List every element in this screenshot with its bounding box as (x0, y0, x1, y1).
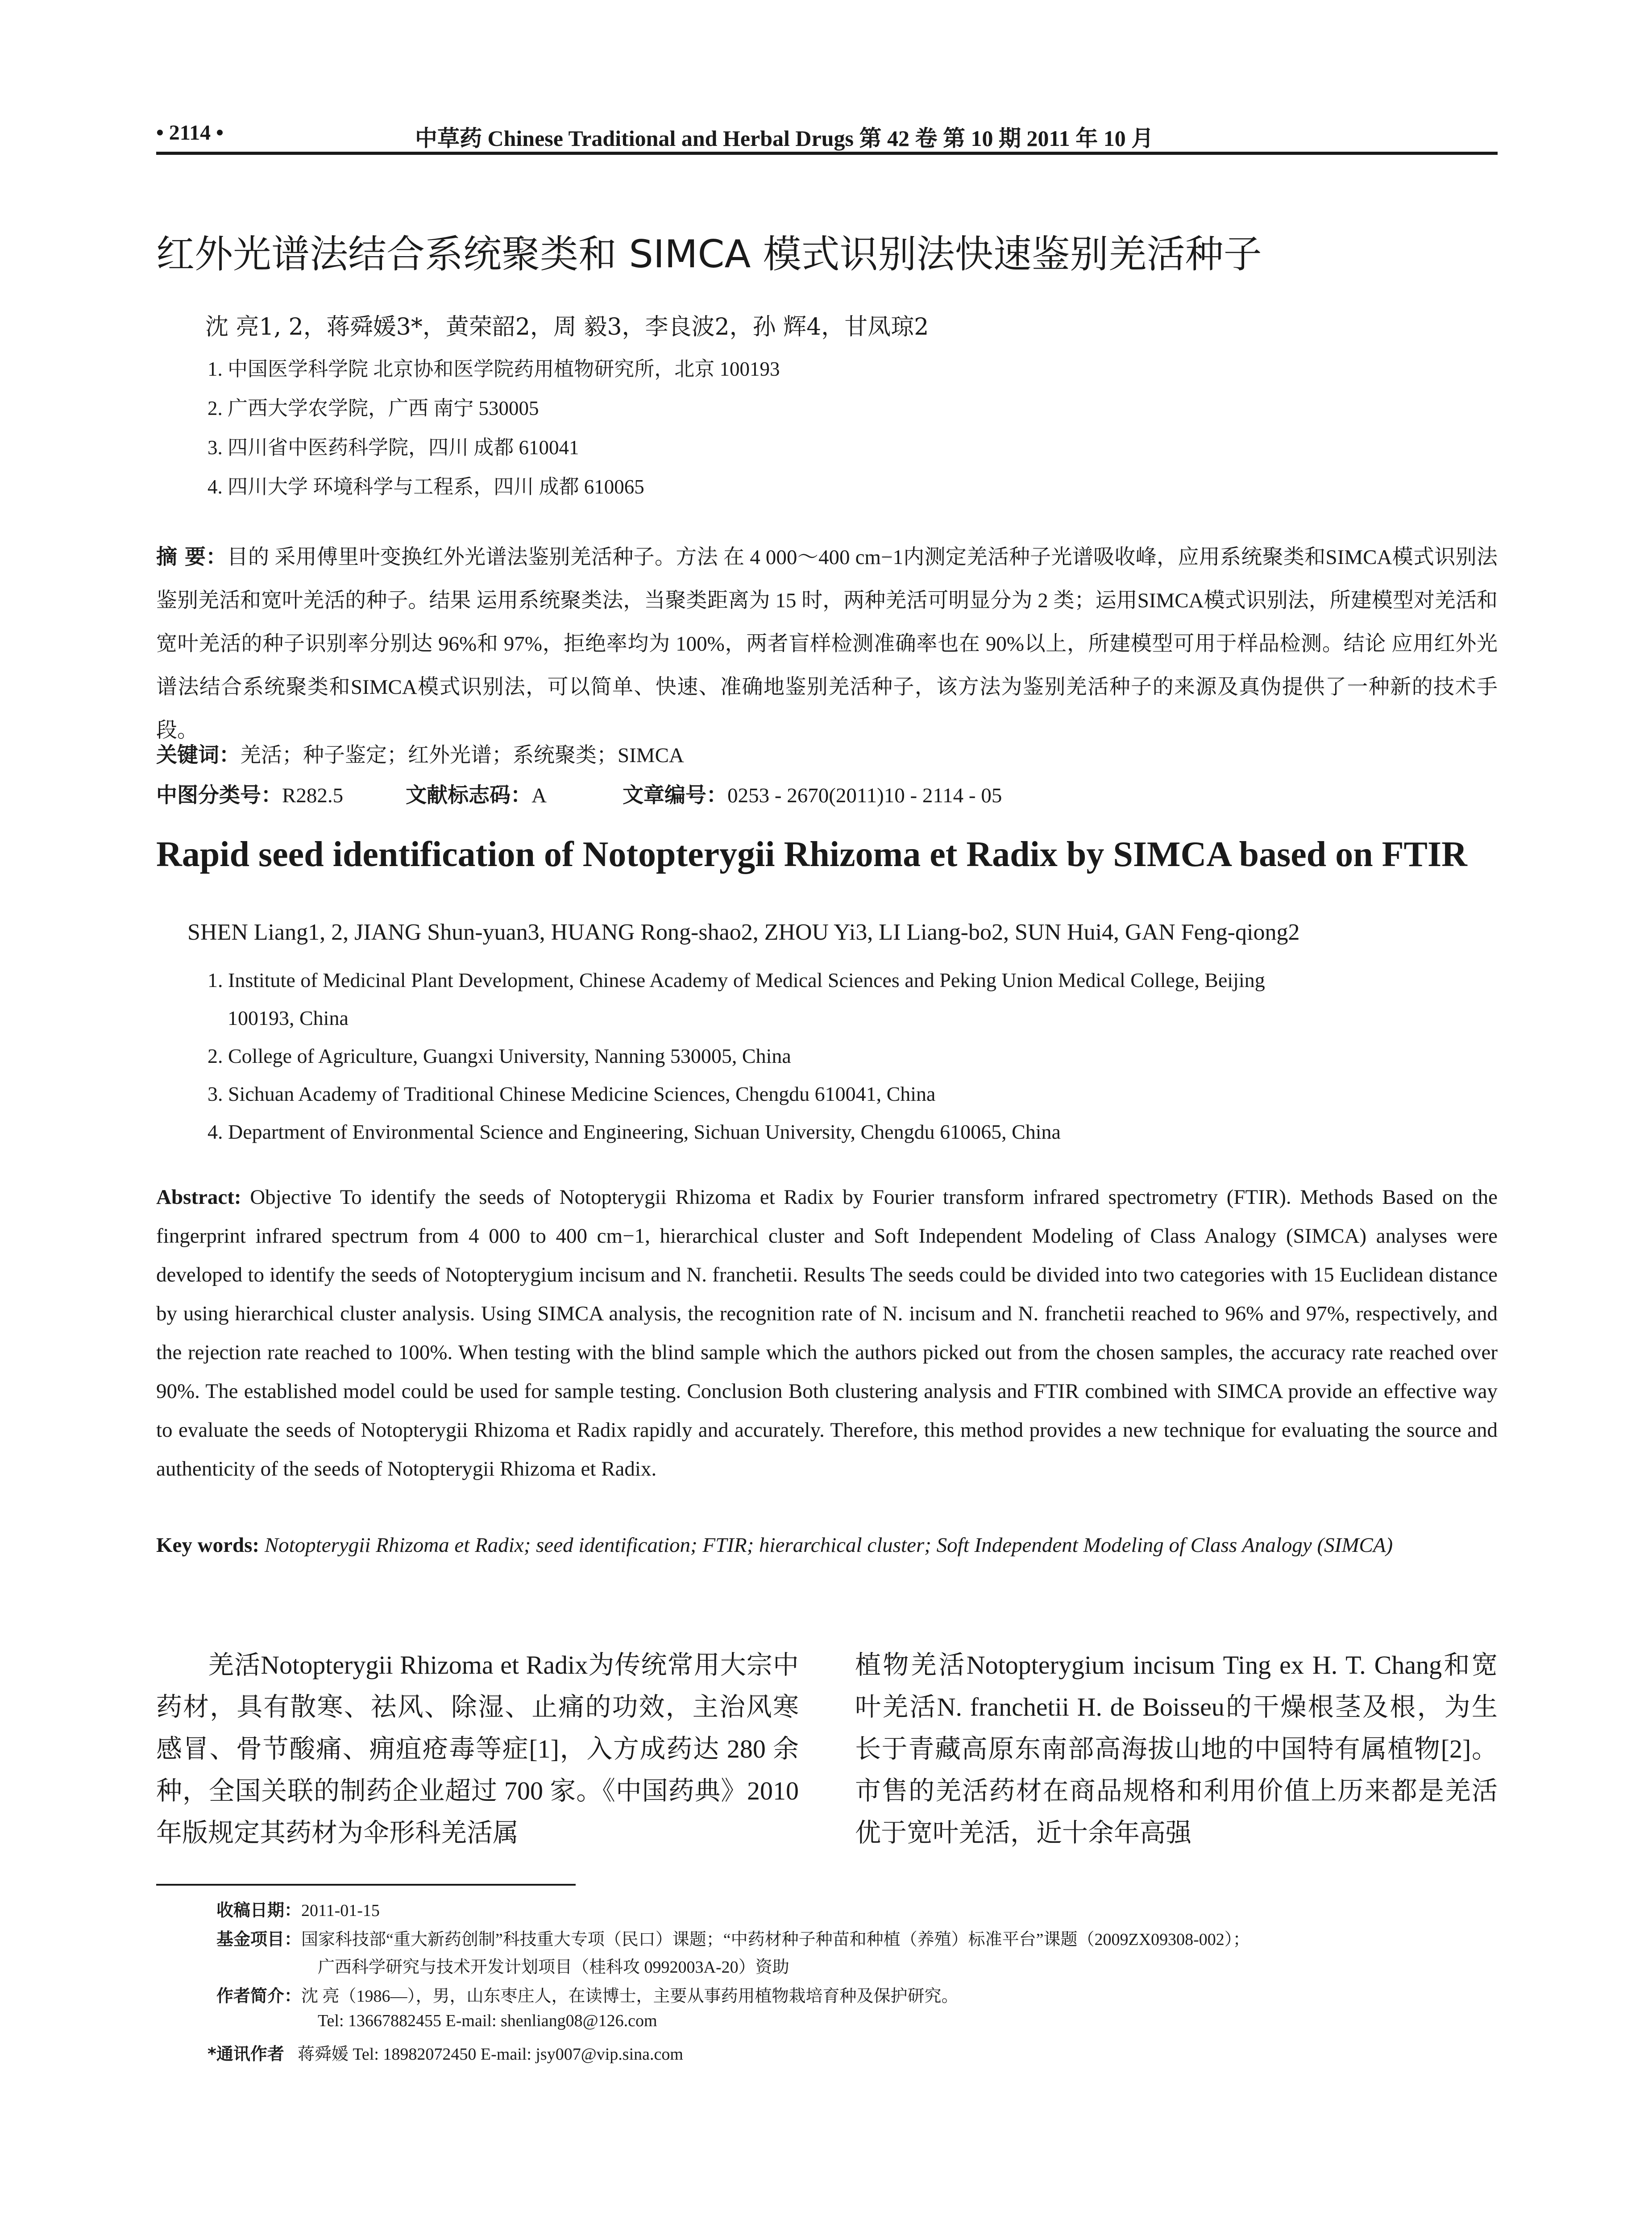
author-bio (216, 1982, 959, 2007)
chinese-affiliation-2: 2. 广西大学农学院，广西 南宁 530005 (208, 397, 539, 419)
corresponding-label: *通讯作者 (208, 2044, 284, 2064)
english-title: Rapid seed identification of Notopterygii Rhizoma et Radix by SIMCA based on FTIR (156, 835, 1467, 874)
english-abstract (156, 1178, 1498, 1489)
chinese-title: 红外光谱法结合系统聚类和 SIMCA 模式识别法快速鉴别羌活种子 (156, 232, 1262, 277)
footnote-rule (156, 1884, 576, 1886)
english-affiliation-3: 3. Sichuan Academy of Traditional Chinese Medicine Sciences, Chengdu 610041, China (208, 1082, 936, 1105)
english-affiliation-2: 2. College of Agriculture, Guangxi University, Nanning 530005, China (208, 1045, 791, 1067)
corresponding-text: 蒋舜媛 Tel: 18982072450 E-mail: jsy007@vip.sina.com (297, 2045, 683, 2064)
fund-label: 基金项目： (216, 1929, 302, 1949)
fund-line-1 (216, 1925, 1250, 1950)
classification-line (156, 779, 1002, 809)
received-label: 收稿日期： (216, 1900, 302, 1920)
chinese-authors: 沈 亮1, 2，蒋舜媛3*，黄荣韶2，周 毅3，李良波2，孙 辉4，甘凤琼2 (205, 314, 929, 340)
chinese-keywords-text: 羌活；种子鉴定；红外光谱；系统聚类；SIMCA (240, 744, 684, 767)
chinese-abstract (156, 535, 1498, 752)
author-bio-text: 沈 亮（1986—），男，山东枣庄人，在读博士，主要从事药用植物栽培育种及保护研究。 (301, 1987, 959, 2006)
clc-value: R282.5 (282, 784, 344, 807)
author-bio-label: 作者简介： (216, 1986, 302, 2006)
doc-code-value: A (531, 784, 547, 807)
english-affiliation-4: 4. Department of Environmental Science and Engineering, Sichuan University, Chengdu 610065, China (208, 1120, 1061, 1143)
english-keywords (156, 1526, 1498, 1565)
author-contact: Tel: 13667882455 E-mail: shenliang08@126.com (318, 2011, 657, 2030)
article-no-value: 0253 - 2670(2011)10 - 2114 - 05 (727, 784, 1002, 807)
chinese-affiliation-1: 1. 中国医学科学院 北京协和医学院药用植物研究所，北京 100193 (208, 358, 780, 380)
doc-code-label: 文献标志码： (406, 783, 532, 808)
chinese-keywords-label: 关键词： (156, 743, 240, 767)
body-column-right: 植物羌活Notopterygium incisum Ting ex H. T. Chang和宽叶羌活N. franchetii H. de Boisseu的干燥根茎及根，为生长于青藏高原东南部高海拔山地的中国特有属植物[2]。市售的羌活药材在商品规格和利用价值上历来都是羌活优于宽叶羌活，近十余年高强 (855, 1650, 1498, 1847)
chinese-keywords (156, 738, 684, 768)
header-rule (156, 152, 1498, 155)
body-column-left: 羌活Notopterygii Rhizoma et Radix为传统常用大宗中药材，具有散寒、祛风、除湿、止痛的功效，主治风寒感冒、骨节酸痛、痈疽疮毒等症[1]，入方成药达 280 余种，全国关联的制药企业超过 700 家。《中国药典》2010 年版规定其药材为伞形科羌活属 (156, 1650, 799, 1847)
english-affiliation-1-cont: 100193, China (228, 1007, 349, 1029)
chinese-abstract-label: 摘 要： (156, 545, 227, 569)
fund-text-1: 国家科技部“重大新药创制”科技重大专项（民口）课题；“中药材种子种苗和种植（养殖）标准平台”课题（2009ZX09308-002）； (301, 1930, 1250, 1949)
chinese-affiliation-3: 3. 四川省中医药科学院，四川 成都 610041 (208, 436, 579, 459)
journal-header: 中草药 Chinese Traditional and Herbal Drugs 第 42 卷 第 10 期 2011 年 10 月 (415, 126, 1154, 151)
page-number: • 2114 • (156, 121, 224, 145)
english-authors: SHEN Liang1, 2, JIANG Shun-yuan3, HUANG Rong-shao2, ZHOU Yi3, LI Liang-bo2, SUN Hui4, GAN Feng-qiong2 (187, 920, 1300, 945)
clc-label: 中图分类号： (156, 783, 282, 808)
english-keywords-label: Key words: (156, 1534, 260, 1557)
english-affiliation-1: 1. Institute of Medicinal Plant Development, Chinese Academy of Medical Sciences and Peking Union Medical College, Beijing (208, 969, 1265, 991)
english-abstract-label: Abstract: (156, 1186, 241, 1209)
received-value: 2011-01-15 (301, 1901, 380, 1920)
chinese-affiliation-4: 4. 四川大学 环境科学与工程系，四川 成都 610065 (208, 476, 644, 498)
article-no-label: 文章编号： (623, 783, 728, 808)
english-abstract-text: Objective To identify the seeds of Notopterygii Rhizoma et Radix by Fourier transform infrared spectrometry (FTIR). Methods Based on the fingerprint infrared spectrum from 4 000 to 400 cm−1, hierarchical cluster and Soft Independent Modeling of Class Analogy (SIMCA) analyses were developed to identify the seeds of Notopterygium incisum and N. franchetii. Results The seeds could be divided into two categories with 15 Euclidean distance by using hierarchical cluster analysis. Using SIMCA analysis, the recognition rate of N. incisum and N. franchetii reached to 96% and 97%, respectively, and the rejection rate reached to 100%. When testing with the blind sample which the authors picked out from the chosen samples, the accuracy rate reached over 90%. The established model could be used for sample testing. Conclusion Both clustering analysis and FTIR combined with SIMCA provide an effective way to evaluate the seeds of Notopterygii Rhizoma et Radix rapidly and accurately. Therefore, this method provides a new technique for evaluating the source and authenticity of the seeds of Notopterygii Rhizoma et Radix. (156, 1186, 1498, 1480)
corresponding-author (208, 2040, 683, 2065)
chinese-abstract-text: 目的 采用傅里叶变换红外光谱法鉴别羌活种子。方法 在 4 000～400 cm−1内测定羌活种子光谱吸收峰，应用系统聚类和SIMCA模式识别法鉴别羌活和宽叶羌活的种子。结果 运用系统聚类法，当聚类距离为 15 时，两种羌活可明显分为 2 类；运用SIMCA模式识别法，所建模型对羌活和宽叶羌活的种子识别率分别达 96%和 97%，拒绝率均为 100%，两者盲样检测准确率也在 90%以上，所建模型可用于样品检测。结论 应用红外光谱法结合系统聚类和SIMCA模式识别法，可以简单、快速、准确地鉴别羌活种子，该方法为鉴别羌活种子的来源及真伪提供了一种新的技术手段。 (156, 546, 1498, 742)
received-date (216, 1896, 380, 1921)
fund-line-2: 广西科学研究与技术开发计划项目（桂科攻 0992003A-20）资助 (318, 1958, 789, 1977)
english-keywords-text: Notopterygii Rhizoma et Radix; seed identification; FTIR; hierarchical cluster; Soft Independent Modeling of Class Analogy (SIMCA) (264, 1534, 1393, 1557)
